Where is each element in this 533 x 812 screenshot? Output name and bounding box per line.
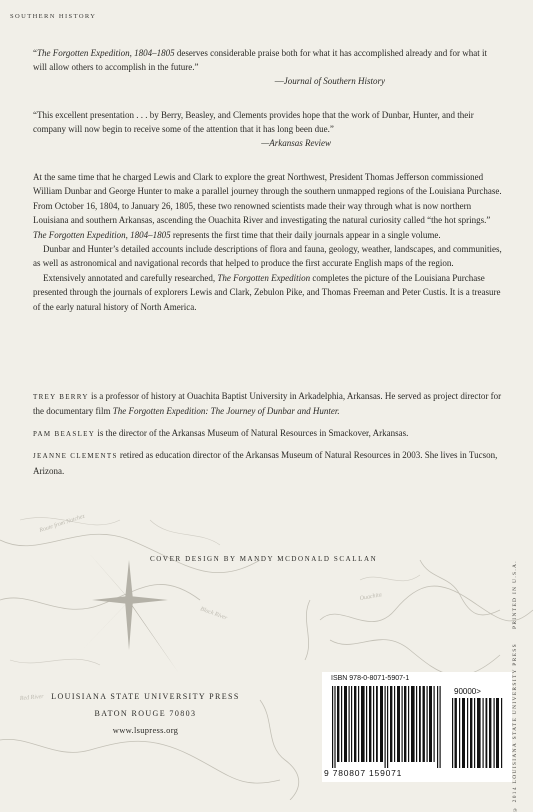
publisher-name: LOUISIANA STATE UNIVERSITY PRESS — [51, 692, 240, 701]
author-bio-text: is the director of the Arkansas Museum of Natural Resources in Smackover, Arkansas. — [95, 427, 409, 438]
quote-book-title: The Forgotten Expedition, 1804–1805 — [37, 48, 175, 58]
copyright-vertical — [512, 560, 518, 812]
review-quote — [33, 46, 503, 88]
book-description — [33, 170, 503, 314]
svg-text:Route from Natchez: Route from Natchez — [38, 513, 86, 534]
publisher-url: www.lsupress.org — [112, 725, 179, 735]
description-text: At the same time that he charged Lewis and Clark to explore the great Northwest, President Thomas Jefferson commissioned William Dunbar and George Hunter to make a parallel journey through the southern unmapped regions of the Louisiana Purchase. From October 16, 1804, to January 26, 1805, these two renowned scientists made their way through what is now northern Louisiana and southern Arkansas, ascending the Ouachita River and investigating the natural curiosity called “the hot springs.” — [33, 172, 502, 226]
author-bio — [33, 448, 503, 478]
author-bio — [33, 426, 503, 441]
ean-barcode-bars — [332, 686, 442, 768]
quote-text: deserves considerable praise both for what it has accomplished already and for what it will allow others to accomplish in the future.” — [33, 48, 488, 72]
author-name: JEANNE CLEMENTS — [33, 452, 118, 461]
price-addon-number: 90000> — [454, 687, 481, 696]
description-paragraph — [33, 170, 503, 242]
copyright-text: © 2014 LOUISIANA STATE UNIVERSITY PRESS — [512, 643, 518, 812]
description-text: Extensively annotated and carefully researched, — [43, 272, 218, 283]
printed-in-text: PRINTED IN U.S.A. — [512, 560, 518, 630]
svg-text:Black River: Black River — [199, 606, 228, 622]
quote-source: —Arkansas Review — [261, 138, 331, 148]
publisher-city: BATON ROUGE 70803 — [94, 709, 197, 718]
ean-number: 9 780807 159071 — [324, 768, 403, 778]
description-book-title: The Forgotten Expedition — [217, 272, 311, 283]
description-paragraph — [33, 271, 503, 314]
quote-text: “This excellent presentation . . . by Berry, Beasley, and Clements provides hope that the work of Dunbar, Hunter, and their company will now begin to receive some of the attention that it has long been due.” — [33, 110, 474, 134]
author-name: PAM BEASLEY — [33, 429, 96, 438]
cover-design-credit: COVER DESIGN BY MANDY MCDONALD SCALLAN — [150, 555, 378, 563]
publisher-block — [38, 688, 253, 739]
review-quote — [33, 108, 503, 150]
description-text: represents the first time that their daily journals appear in a single volume. — [170, 229, 441, 240]
quote-open: “ — [33, 48, 37, 58]
author-bio-text: retired as education director of the Arkansas Museum of Natural Resources in 2003. She lives in Tucson, Arizona. — [33, 450, 498, 476]
description-text: completes the picture of the Louisiana Purchase presented through the journals of explorers Lewis and Clark, Zebulon Pike, and Thomas Freeman and Peter Custis. It is a treasure of the early natural history of North America. — [33, 272, 501, 312]
description-book-title: The Forgotten Expedition, 1804–1805 — [33, 229, 171, 240]
author-bio — [33, 389, 503, 419]
description-paragraph: Dunbar and Hunter’s detailed accounts include descriptions of flora and fauna, geology, weather, landscapes, and communities, as well as astronomical and navigational records that helped to produce the first accurate English maps of the region. — [33, 244, 502, 269]
isbn-barcode — [322, 672, 512, 782]
category-label: SOUTHERN HISTORY — [10, 13, 97, 20]
quote-source-name: Journal of Southern History — [283, 76, 385, 86]
addon-barcode-bars — [452, 698, 504, 768]
author-bio-text: is a professor of history at Ouachita Baptist University in Arkadelphia, Arkansas. He served as project director for the documentary film — [33, 391, 502, 417]
quote-source: —Journal of Southern History — [274, 76, 385, 86]
svg-text:Red River: Red River — [19, 693, 44, 702]
author-bios — [33, 389, 503, 485]
isbn-label: ISBN 978-0-8071-5907-1 — [331, 675, 410, 682]
svg-text:Ouachita: Ouachita — [359, 592, 383, 602]
documentary-title: The Forgotten Expedition: The Journey of Dunbar and Hunter. — [112, 406, 340, 417]
author-name: TREY BERRY — [33, 393, 89, 401]
